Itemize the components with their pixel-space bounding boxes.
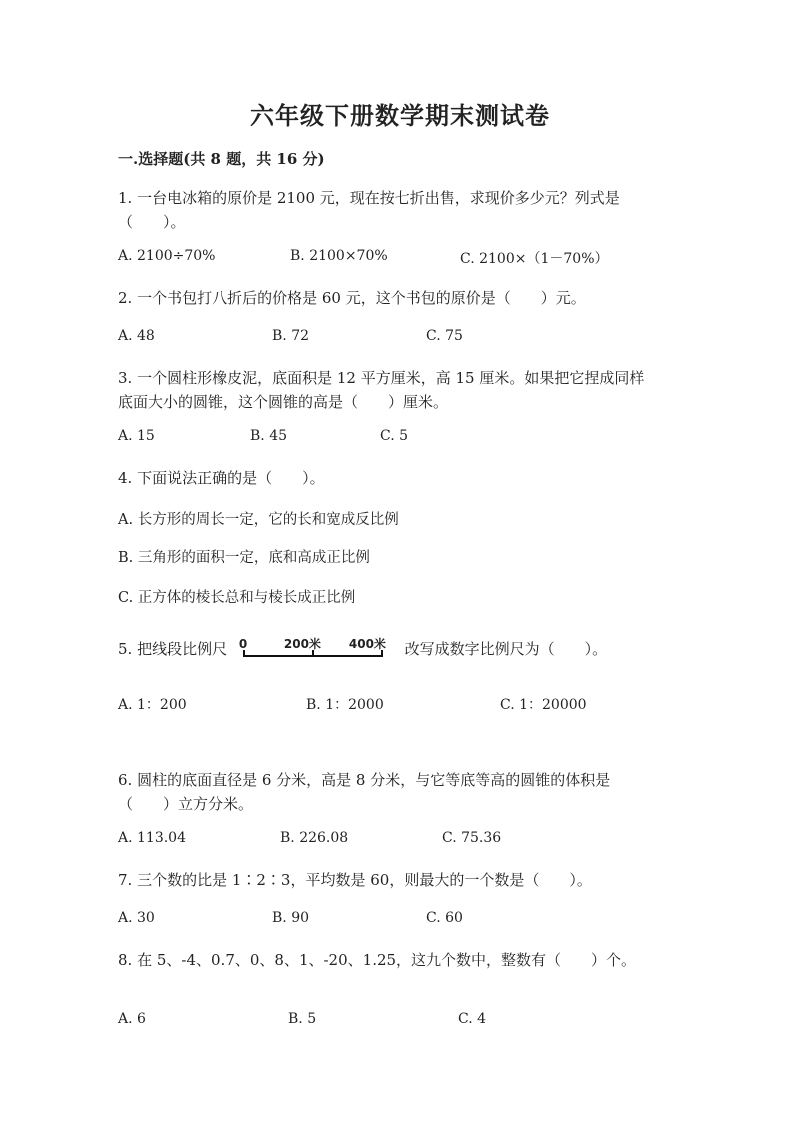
- question-2: [118, 286, 678, 310]
- option-b[interactable]: B. 2100×70%: [290, 248, 388, 264]
- question-1-options: [118, 248, 718, 270]
- question-8: [118, 948, 738, 972]
- option-c[interactable]: C. 2100×（1－70%）: [460, 251, 609, 267]
- option-a[interactable]: A. 长方形的周长一定，它的长和宽成反比例: [118, 512, 399, 528]
- option-c[interactable]: C. 正方体的棱长总和与棱长成正比例: [118, 590, 356, 606]
- question-text: 1. 一台电冰箱的原价是 2100 元，现在按七折出售，求现价多少元？列式是: [118, 189, 620, 207]
- option-c[interactable]: C. 4: [458, 1011, 487, 1027]
- question-5: [118, 632, 718, 668]
- question-7: [118, 868, 678, 892]
- scale-bar: [236, 632, 396, 668]
- question-5-options: [118, 694, 718, 716]
- option-c[interactable]: C. 75.36: [442, 830, 502, 846]
- option-a[interactable]: A. 2100÷70%: [118, 248, 216, 264]
- question-4: [118, 466, 678, 490]
- option-c[interactable]: C. 60: [426, 910, 463, 926]
- question-text: 改写成数字比例尺为（ ）。: [404, 640, 608, 658]
- option-c[interactable]: C. 1：20000: [500, 697, 587, 713]
- question-3: [118, 366, 678, 414]
- question-8-options: [118, 1011, 718, 1033]
- question-7-options: [118, 910, 718, 932]
- option-c[interactable]: C. 75: [426, 328, 463, 344]
- option-c[interactable]: C. 5: [380, 428, 409, 444]
- question-text: 3. 一个圆柱形橡皮泥，底面积是 12 平方厘米，高 15 厘米。如果把它捏成同样: [118, 369, 645, 387]
- page-title: 六年级下册数学期末测试卷: [250, 101, 550, 130]
- scale-label-0: 0: [238, 637, 248, 651]
- question-text: 5. 把线段比例尺: [118, 640, 228, 658]
- option-a[interactable]: A. 15: [118, 428, 155, 444]
- option-b[interactable]: B. 72: [272, 328, 310, 344]
- question-text: 底面大小的圆锥，这个圆锥的高是（ ）厘米。: [118, 393, 449, 411]
- option-b[interactable]: B. 45: [250, 428, 288, 444]
- option-a[interactable]: A. 48: [118, 328, 155, 344]
- question-6: [118, 768, 678, 816]
- option-b[interactable]: B. 1：2000: [306, 697, 384, 713]
- option-b[interactable]: B. 5: [288, 1011, 317, 1027]
- question-1: [118, 186, 678, 234]
- question-text: （ ）立方分米。: [118, 795, 254, 813]
- scale-label-400: 400米: [348, 637, 386, 651]
- option-b[interactable]: B. 90: [272, 910, 310, 926]
- option-b[interactable]: B. 三角形的面积一定，底和高成正比例: [118, 550, 370, 566]
- question-text: 7. 三个数的比是 1∶2∶3，平均数是 60，则最大的一个数是（ ）。: [118, 871, 592, 889]
- option-a[interactable]: A. 6: [118, 1011, 146, 1027]
- question-text: 2. 一个书包打八折后的价格是 60 元，这个书包的原价是（ ）元。: [118, 289, 586, 307]
- question-2-options: [118, 328, 718, 350]
- question-text: 4. 下面说法正确的是（ ）。: [118, 469, 325, 487]
- option-a[interactable]: A. 1：200: [118, 697, 187, 713]
- question-6-options: [118, 830, 718, 852]
- question-text: （ ）。: [118, 213, 186, 231]
- question-text: 8. 在 5、-4、0.7、0、8、1、-20、1.25，这九个数中，整数有（ ）个。: [118, 951, 637, 969]
- scale-label-200: 200米: [283, 637, 321, 651]
- section-heading: 一.选择题(共 8 题，共 16 分): [118, 150, 325, 168]
- question-text: 6. 圆柱的底面直径是 6 分米，高是 8 分米，与它等底等高的圆锥的体积是: [118, 771, 611, 789]
- line-scale-figure: [236, 632, 396, 668]
- option-b[interactable]: B. 226.08: [280, 830, 349, 846]
- question-3-options: [118, 428, 718, 450]
- option-a[interactable]: A. 30: [118, 910, 155, 926]
- option-a[interactable]: A. 113.04: [118, 830, 186, 846]
